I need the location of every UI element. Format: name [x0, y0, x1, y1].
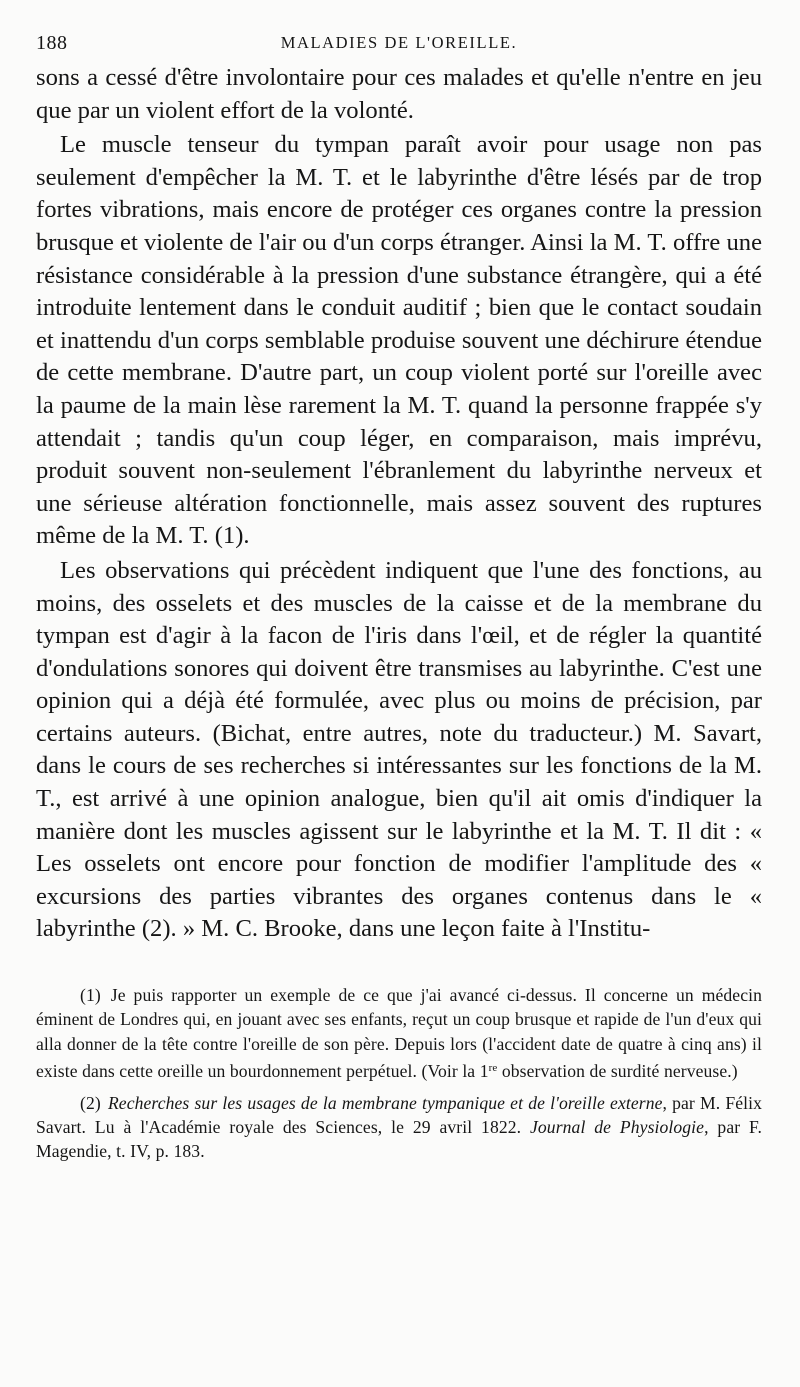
footnotes: [36, 983, 762, 1164]
paragraph-continuation: sons a cessé d'être involontaire pour ces malades et qu'elle n'entre en jeu que par un violent effort de la volonté.: [36, 64, 762, 124]
footnote-2-journal: Journal de Physiologie: [530, 1117, 705, 1138]
footnote-2-number: (2): [80, 1092, 101, 1113]
footnote-1-text-end: observation de surdité nerveuse.): [497, 1061, 738, 1082]
footnote-2: [36, 1091, 762, 1164]
footnote-2-text: , par M. Félix Savart. Lu à l'Académie royale des Sciences, le 29 avril 1822.: [36, 1092, 762, 1138]
book-page: [36, 32, 762, 1171]
footnote-2-title: Recherches sur les usages de la membrane tympanique et de l'oreille externe: [107, 1092, 663, 1113]
footnote-1-text: Je puis rapporter un exemple de ce que j'ai avancé ci-dessus. Il concerne un médecin éminent de Londres qui, en jouant avec ses enfants, reçut un coup brusque et rapide de l'un d'eux qui alla donner de la tête contre l'oreille de son père. Depuis lors (l'accident date de quatre à cinq ans) il existe dans cette oreille un bourdonnement perpétuel. (Voir la 1: [36, 985, 762, 1082]
paragraph-observations: Les observations qui précèdent indiquent que l'une des fonctions, au moins, des osselets et des muscles de la caisse et de la membrane du tympan est d'agir à la facon de l'iris dans l'œil, et de régler la quantité d'ondulations sonores qui doivent être transmises au labyrinthe. C'est une opinion qui a déjà été formulée, avec plus ou moins de précision, par certains auteurs. (Bichat, entre autres, note du traducteur.) M. Savart, dans le cours de ses recherches si intéressantes sur les fonctions de la M. T., est arrivé à une opinion analogue, bien qu'il ait omis d'indiquer la manière dont les muscles agissent sur le labyrinthe et la M. T. Il dit : « Les osselets ont encore pour fonction de modifier l'amplitude des « excursions des parties vibrantes des organes contenus dans le « labyrinthe (2). » M. C. Brooke, dans une leçon faite à l'Institu-: [36, 556, 762, 943]
footnote-1: [36, 983, 762, 1084]
page-number: 188: [36, 32, 68, 54]
body-text: [36, 62, 762, 946]
footnote-2-text-end: , par F. Magendie, t. IV, p. 183.: [36, 1117, 763, 1162]
footnote-1-ordinal: re: [488, 1062, 498, 1075]
running-title: MALADIES DE L'OREILLE.: [280, 33, 518, 52]
paragraph-muscle-tenseur: Le muscle tenseur du tympan paraît avoir pour usage non pas seulement d'empêcher la M. T. et le labyrinthe d'être lésés par de trop fortes vibrations, mais encore de protéger ces organes contre la pression brusque et violente de l'air ou d'un corps étranger. Ainsi la M. T. offre une résistance considérable à la pression d'une substance étrangère, qui a été introduite lentement dans le conduit auditif ; bien que le contact soudain et inattendu d'un corps semblable produise souvent une déchirure étendue de cette membrane. D'autre part, un coup violent porté sur l'oreille avec la paume de la main lèse rarement la M. T. quand la personne frappée s'y attendait ; tandis qu'un coup léger, en comparaison, mais imprévu, produit souvent non-seulement l'ébranlement du labyrinthe nerveux et une sérieuse altération fonctionnelle, mais assez souvent des ruptures même de la M. T. (1).: [36, 131, 762, 550]
page-header: [36, 32, 762, 62]
footnote-1-number: (1): [80, 985, 101, 1006]
